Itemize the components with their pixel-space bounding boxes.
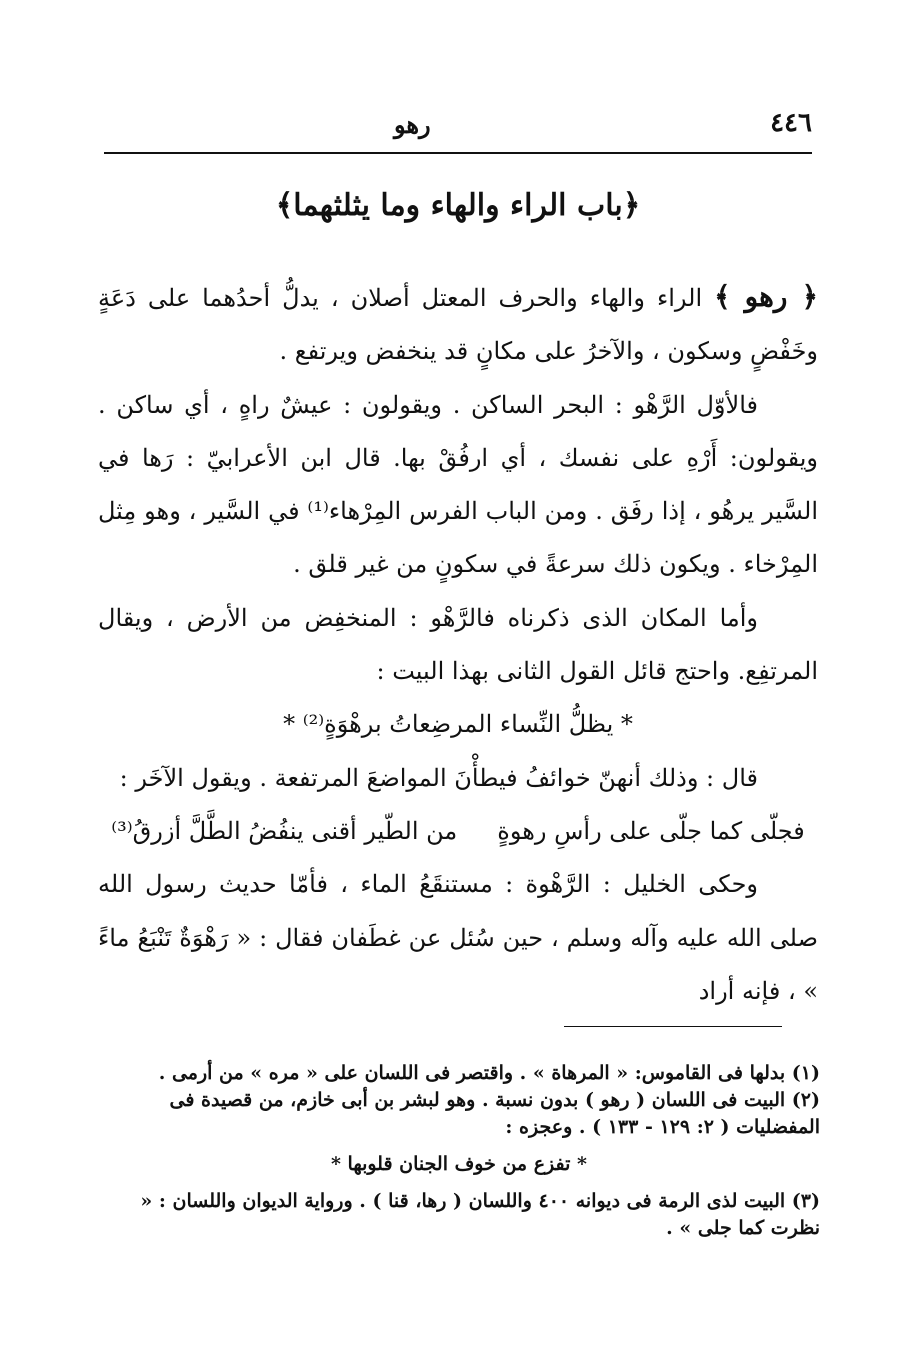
paragraph-1 xyxy=(98,270,818,379)
entry-word: ﴿ رهو ﴾ xyxy=(714,280,818,313)
paragraph-4: قال : وذلك أنهنّ خوائفُ فيطأْنَ المواضعَ المرتفعة . ويقول الآخَر : xyxy=(119,763,758,792)
page-number: ٤٤٦ xyxy=(770,108,812,138)
verse-2 xyxy=(98,805,818,858)
verse-2-second-hemistich: من الطّير أقنى ينفُضُ الطَّلَّ أزرقُ⁽³⁾ xyxy=(111,816,458,845)
footnote-2: (٢) البيت فى اللسان ( رهو ) بدون نسبة . وهو لبشر بن أبى خازم، من قصيدة فى المفضليات ( ٢: ١٢٩ - ١٣٣ ) . وعجزه : xyxy=(169,1089,820,1138)
footnote-1: (١) بدلها فى القاموس: « المرهاة » . واقتصر فى اللسان على « مره » من أرمى . xyxy=(158,1062,820,1084)
running-head: رهو xyxy=(394,110,431,139)
chapter-title: ﴿باب الراء والهاء وما يثلثهما﴾ xyxy=(275,188,641,223)
paragraph-5: وحكى الخليل : الرَّهْوة : مستنقَعُ الماء ، فأمّا حديث رسول الله صلى الله عليه وآله وسلم ، حين سُئل عن غطَفان فقال : « رَهْوَةٌ تَنْبَعُ ماءً » ، فإنه أراد xyxy=(98,870,818,1005)
verse-2-first-hemistich: فجلّى كما جلّى على رأسِ رهوةٍ xyxy=(497,816,805,845)
page-header xyxy=(104,108,812,148)
verse-1: * يظلُّ النِّساء المرضِعاتُ برهْوَةٍ⁽²⁾ * xyxy=(283,710,633,739)
paragraph-2: فالأوّل الرَّهْو : البحر الساكن . ويقولون : عيشٌ راهٍ ، أي ساكن . ويقولون: أَرْهِ على نفسك ، أي ارفُقْ بها. قال ابن الأعرابيّ : رَها في السَّير يرهُو ، إذا رفَق . ومن الباب الفرس المِرْهاء⁽¹⁾ في السَّير ، وهو مِثل المِرْخاء . ويكون ذلك سرعةً في سكونٍ من غير قلق . xyxy=(98,390,818,579)
footnote-3: (٣) البيت لذى الرمة فى ديوانه ٤٠٠ واللسان ( رها، قنا ) . ورواية الديوان واللسان : « نظرت كما جلى » . xyxy=(140,1190,820,1239)
paragraph-1-text: الراء والهاء والحرف المعتل أصلان ، يدلُّ أحدُهما على دَعَةٍ وخَفْضٍ وسكون ، والآخرُ على مكانٍ قد ينخفض ويرتفع . xyxy=(98,284,818,366)
footnote-rule xyxy=(564,1026,782,1027)
header-rule xyxy=(104,152,812,154)
footnotes xyxy=(98,1060,820,1242)
main-text xyxy=(98,270,818,1018)
footnote-2-verse: * تفزع من خوف الجنان قلوبها * xyxy=(330,1153,587,1175)
paragraph-3: وأما المكان الذى ذكرناه فالرَّهْو : المنخفِض من الأرض ، ويقال المرتفِع. واحتج قائل القول الثانى بهذا البيت : xyxy=(98,603,818,686)
